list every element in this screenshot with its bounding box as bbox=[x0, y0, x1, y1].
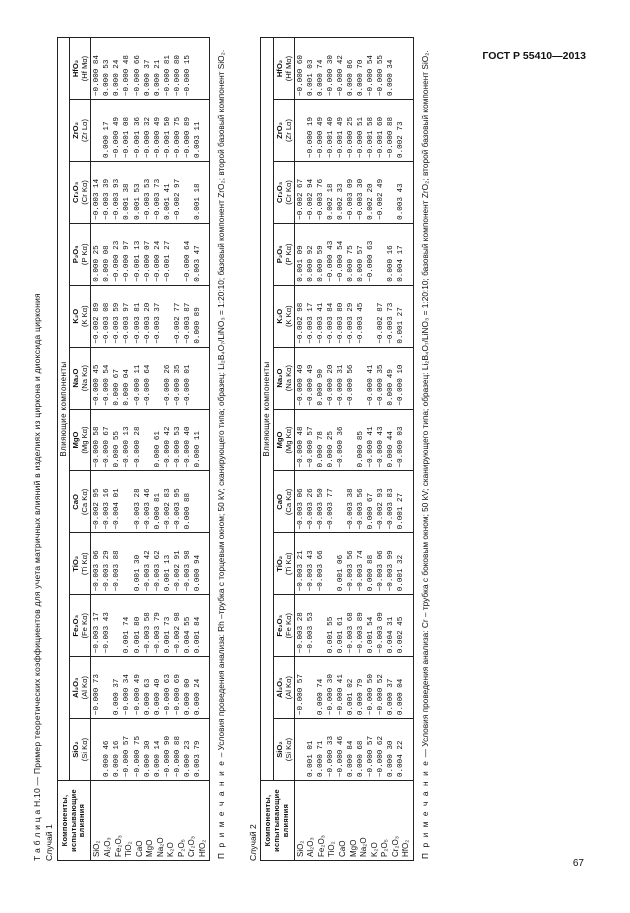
case2-group-header: Влияющие компоненты bbox=[260, 38, 273, 781]
case2-values-col-4: −0.003 06 −0.003 26 −0.003 50 −0.003 77 −0.003 38 −0.003 56 0.000 67 −0.002 93 −0.003 83 0.001 27 bbox=[294, 471, 413, 533]
column-line: (Ti Kα) bbox=[283, 552, 293, 576]
case2-col-header-5 bbox=[273, 409, 294, 471]
column-symbol: MgO bbox=[71, 431, 81, 449]
column-symbol: Cr₂O₃ bbox=[274, 181, 284, 204]
case1-table bbox=[57, 37, 211, 861]
case2-note-lead: П р и м е ч а н и е bbox=[419, 759, 430, 859]
case1-values-col-11: −0.000 84 0.000 53 0.000 24 −0.000 48 −0.000 66 0.000 37 0.000 21 −0.000 81 −0.000 80 −0.000 15 bbox=[91, 38, 210, 100]
case1-values-col-7: −0.002 89 −0.003 08 −0.003 59 −0.003 97 −0.003 81 −0.003 20 −0.003 37 −0.002 77 −0.003 87 0.000 89 bbox=[91, 285, 210, 347]
case1-col-header-5 bbox=[70, 409, 91, 471]
column-symbol: TiO₂ bbox=[71, 555, 81, 572]
case2-col-header-11 bbox=[273, 38, 294, 100]
case1-group-header: Влияющие компоненты bbox=[57, 38, 70, 781]
case2-col-header-4 bbox=[273, 471, 294, 533]
case2-col-header-9 bbox=[273, 161, 294, 223]
case2-values-col-6: −0.000 40 −0.000 49 0.000 90 −0.000 20 −0.000 31 −0.000 56 −0.000 41 −0.000 35 0.000 49 −0.000 10 bbox=[294, 347, 413, 409]
case2-row-labels: SiO₂ Al₂O₃ Fe₂O₃ TiO₂ CaO MgO Na₂O K₂O P₂O₅ Cr₂O₃ HfO₂ bbox=[294, 781, 413, 861]
rotated-content bbox=[28, 30, 603, 865]
case2-note-text: — Условия проведения анализа: Cr – трубка с боковым окном; 50 kV; сканирующего типа; образец: Li₂B₄O₇/LiNO₃ = 1:20:10; базовый компонент ZrO₂; второй базовый компонент SiO₂. bbox=[419, 50, 430, 760]
case1-note-lead: П р и м е ч а н и е bbox=[216, 759, 227, 859]
case1-values-col-8: 0.000 25 0.000 08 −0.000 23 −0.000 97 −0.001 13 −0.000 07 −0.000 24 −0.001 27 −0.000 64 0.003 47 bbox=[91, 223, 210, 285]
column-line: (Zr Lα) bbox=[283, 119, 293, 142]
column-line: (Mg Kα) bbox=[283, 426, 293, 454]
column-line: (Mg Kα) bbox=[80, 426, 90, 454]
column-line: (Si Kα) bbox=[80, 737, 90, 762]
case2-col-header-1 bbox=[273, 657, 294, 719]
case1-col-header-8 bbox=[70, 223, 91, 285]
column-symbol: ZrO₂ bbox=[71, 122, 81, 139]
column-symbol: ZrO₂ bbox=[274, 122, 284, 139]
column-line: (Si Kα) bbox=[283, 737, 293, 762]
case1-values-col-5: −0.000 58 −0.000 67 0.000 55 −0.000 13 −0.000 28 0.000 61 −0.000 42 −0.000 53 −0.000 40 0.000 11 bbox=[91, 409, 210, 471]
case2-values-col-2: −0.003 28 −0.003 53 0.001 55 0.001 61 −0.003 68 −0.003 89 0.001 54 −0.003 09 0.004 31 0.002 45 bbox=[294, 595, 413, 657]
column-symbol: CaO bbox=[71, 494, 81, 510]
case1-values-col-0: 0.000 46 0.000 16 −0.000 57 −0.000 75 0.000 30 0.000 14 −0.000 90 −0.000 88 0.000 23 0.003 79 bbox=[91, 719, 210, 781]
case2-col-header-10 bbox=[273, 100, 294, 162]
case1-col-header-1 bbox=[70, 657, 91, 719]
case2-values-col-7: −0.002 98 −0.003 17 −0.003 41 −0.003 84 −0.003 80 −0.003 29 −0.003 45 −0.002 87 −0.003 73 0.001 27 bbox=[294, 285, 413, 347]
case1-column-headers bbox=[70, 38, 91, 861]
case1-values-col-10: 0.000 17 −0.000 49 −0.001 08 −0.001 36 −0.000 32 −0.000 49 −0.001 50 −0.000 75 −0.000 89 0.003 11 bbox=[91, 100, 210, 162]
column-line: (Al Kα) bbox=[80, 675, 90, 700]
case1-values-col-1: −0.000 73 0.000 37 −0.000 34 −0.000 49 0.000 63 0.000 40 −0.000 63 −0.000 69 0.000 00 0.000 24 bbox=[91, 657, 210, 719]
column-symbol: K₂O bbox=[71, 308, 81, 324]
column-symbol: SiO₂ bbox=[274, 741, 284, 758]
column-symbol: Cr₂O₃ bbox=[71, 181, 81, 204]
case2-table bbox=[260, 37, 414, 861]
case1-values-col-4: −0.002 95 −0.003 16 −0.004 01 −0.003 28 −0.003 46 0.000 81 −0.002 83 −0.003 95 0.000 88 bbox=[91, 471, 210, 533]
column-line: (Al Kα) bbox=[283, 675, 293, 700]
spacer bbox=[228, 30, 248, 865]
case2-col-header-6 bbox=[273, 347, 294, 409]
case1-body-row bbox=[91, 38, 210, 861]
case1-col-header-0 bbox=[70, 719, 91, 781]
column-symbol: Fe₂O₃ bbox=[274, 614, 284, 637]
column-symbol: Al₂O₃ bbox=[274, 677, 284, 698]
column-line: (P Kα) bbox=[80, 243, 90, 266]
column-line: (Fe Kα) bbox=[80, 613, 90, 639]
case1-note bbox=[216, 36, 227, 859]
column-line: (Hf Mα) bbox=[283, 55, 293, 82]
column-line: (P Kα) bbox=[283, 243, 293, 266]
case2-values-col-5: −0.000 48 −0.000 57 0.000 78 0.000 25 −0.000 36 0.000 85 −0.000 41 −0.000 43 0.000 44 −0.000 03 bbox=[294, 409, 413, 471]
column-line: (Na Kα) bbox=[80, 364, 90, 392]
column-line: (K Kα) bbox=[283, 305, 293, 328]
case2-col-header-3 bbox=[273, 533, 294, 595]
column-line: (Ca Kα) bbox=[283, 488, 293, 516]
case2-values-col-0: 0.001 01 0.000 71 −0.000 33 −0.000 46 0.000 84 0.000 68 −0.000 57 −0.000 62 0.000 30 0.004 22 bbox=[294, 719, 413, 781]
case1-col-header-2 bbox=[70, 595, 91, 657]
document-header: ГОСТ Р 55410—2013 bbox=[482, 50, 586, 62]
case1-row-labels: SiO₂ Al₂O₃ Fe₂O₃ TiO₂ CaO MgO Na₂O K₂O P₂O₅ Cr₂O₃ HfO₂ bbox=[91, 781, 210, 861]
case1-col-header-3 bbox=[70, 533, 91, 595]
column-symbol: SiO₂ bbox=[71, 741, 81, 758]
case2-header-row bbox=[260, 38, 273, 861]
case1-values-col-3: −0.003 06 −0.003 29 −0.003 88 0.001 30 −0.003 42 −0.003 62 0.001 13 −0.002 91 −0.003 98 0.000 94 bbox=[91, 533, 210, 595]
column-line: (Ca Kα) bbox=[80, 488, 90, 516]
case1-col-header-10 bbox=[70, 100, 91, 162]
case2-values-col-10: −0.000 19 −0.000 49 −0.001 40 −0.001 49 −0.000 25 −0.000 51 −0.001 58 −0.001 60 −0.000 88 0.002 73 bbox=[294, 100, 413, 162]
column-symbol: TiO₂ bbox=[274, 555, 284, 572]
case2-values-col-11: −0.000 60 0.001 03 0.000 74 −0.000 30 −0.000 42 0.000 86 0.000 70 −0.000 54 −0.000 55 0.000 34 bbox=[294, 38, 413, 100]
table-caption: Т а б л и ц а Н.10 — Пример теоретических коэффициентов для учета матричных влияний в изделиях из циркона и диоксида циркония bbox=[32, 293, 42, 861]
column-line: (Fe Kα) bbox=[283, 613, 293, 639]
case1-col-header-6 bbox=[70, 347, 91, 409]
page-number: 67 bbox=[572, 858, 584, 869]
case2-col-header-7 bbox=[273, 285, 294, 347]
case1-note-text: – Условия проведения анализа: Rh –трубка с торцевым окном; 50 kV; сканирующего типа; образец: Li₂B₄O₇/LiNO₃ = 1:20:10; базовый компонент ZrO₂; второй базовый компонент SiO₂. bbox=[216, 49, 227, 760]
case1-col-header-9 bbox=[70, 161, 91, 223]
column-symbol: P₂O₅ bbox=[274, 245, 284, 264]
case1-values-col-6: −0.000 45 −0.000 54 0.000 67 0.000 04 −0.000 11 −0.000 64 −0.000 26 −0.000 35 −0.000 01 bbox=[91, 347, 210, 409]
column-symbol: Na₂O bbox=[71, 368, 81, 388]
case2-values-col-9: −0.002 67 −0.002 94 −0.003 76 0.002 18 0.002 33 −0.003 09 −0.003 30 0.002 20 −0.002 49 0.003 43 bbox=[294, 161, 413, 223]
case1-values-col-9: −0.003 14 −0.003 39 −0.003 93 0.001 38 0.001 53 −0.003 53 −0.003 73 0.001 41 −0.002 97 0.001 18 bbox=[91, 161, 210, 223]
case1-col-header-4 bbox=[70, 471, 91, 533]
case2-values-col-8: 0.001 09 0.000 92 0.000 59 −0.000 43 −0.000 54 0.000 75 0.000 57 −0.000 63 0.000 16 0.004 17 bbox=[294, 223, 413, 285]
column-symbol: P₂O₅ bbox=[71, 245, 81, 264]
column-symbol: MgO bbox=[274, 431, 284, 449]
column-symbol: Na₂O bbox=[274, 368, 284, 388]
case2-note bbox=[420, 36, 431, 859]
case2-label: Случай 2 bbox=[247, 824, 258, 861]
column-line: (Cr Kα) bbox=[283, 180, 293, 205]
case1-stub-header: Компоненты, испытывающие влияния bbox=[57, 781, 91, 861]
case2-values-col-3: −0.003 21 −0.003 43 −0.003 66 0.001 06 −0.003 56 −0.003 74 0.000 88 −0.003 06 −0.003 99 0.001 32 bbox=[294, 533, 413, 595]
case2-column-headers bbox=[273, 38, 294, 861]
case2-col-header-0 bbox=[273, 719, 294, 781]
column-line: (Hf Mα) bbox=[80, 55, 90, 82]
column-line: (K Kα) bbox=[80, 305, 90, 328]
case2-body-row bbox=[294, 38, 413, 861]
column-line: (Ti Kα) bbox=[80, 552, 90, 576]
column-symbol: HfO₂ bbox=[274, 59, 284, 78]
case1-label: Случай 1 bbox=[44, 824, 55, 861]
column-symbol: CaO bbox=[274, 494, 284, 510]
column-symbol: Al₂O₃ bbox=[71, 677, 81, 698]
case1-col-header-7 bbox=[70, 285, 91, 347]
case1-col-header-11 bbox=[70, 38, 91, 100]
column-line: (Cr Kα) bbox=[80, 180, 90, 205]
column-line: (Na Kα) bbox=[283, 364, 293, 392]
case2-values-col-1: −0.000 57 0.000 74 −0.000 30 −0.000 41 0.001 02 0.000 79 −0.000 50 −0.000 52 0.000 37 0.000 04 bbox=[294, 657, 413, 719]
column-line: (Zr Lα) bbox=[80, 119, 90, 142]
case2-col-header-2 bbox=[273, 595, 294, 657]
column-symbol: HfO₂ bbox=[71, 59, 81, 78]
case1-header-row bbox=[57, 38, 70, 861]
case2-col-header-8 bbox=[273, 223, 294, 285]
column-symbol: K₂O bbox=[274, 308, 284, 324]
case2-stub-header: Компоненты, испытывающие влияния bbox=[260, 781, 294, 861]
case1-values-col-2: −0.003 17 −0.003 43 0.001 74 0.001 80 −0.003 58 −0.003 79 0.001 73 −0.002 98 0.004 55 0.001 84 bbox=[91, 595, 210, 657]
column-symbol: Fe₂O₃ bbox=[71, 614, 81, 637]
